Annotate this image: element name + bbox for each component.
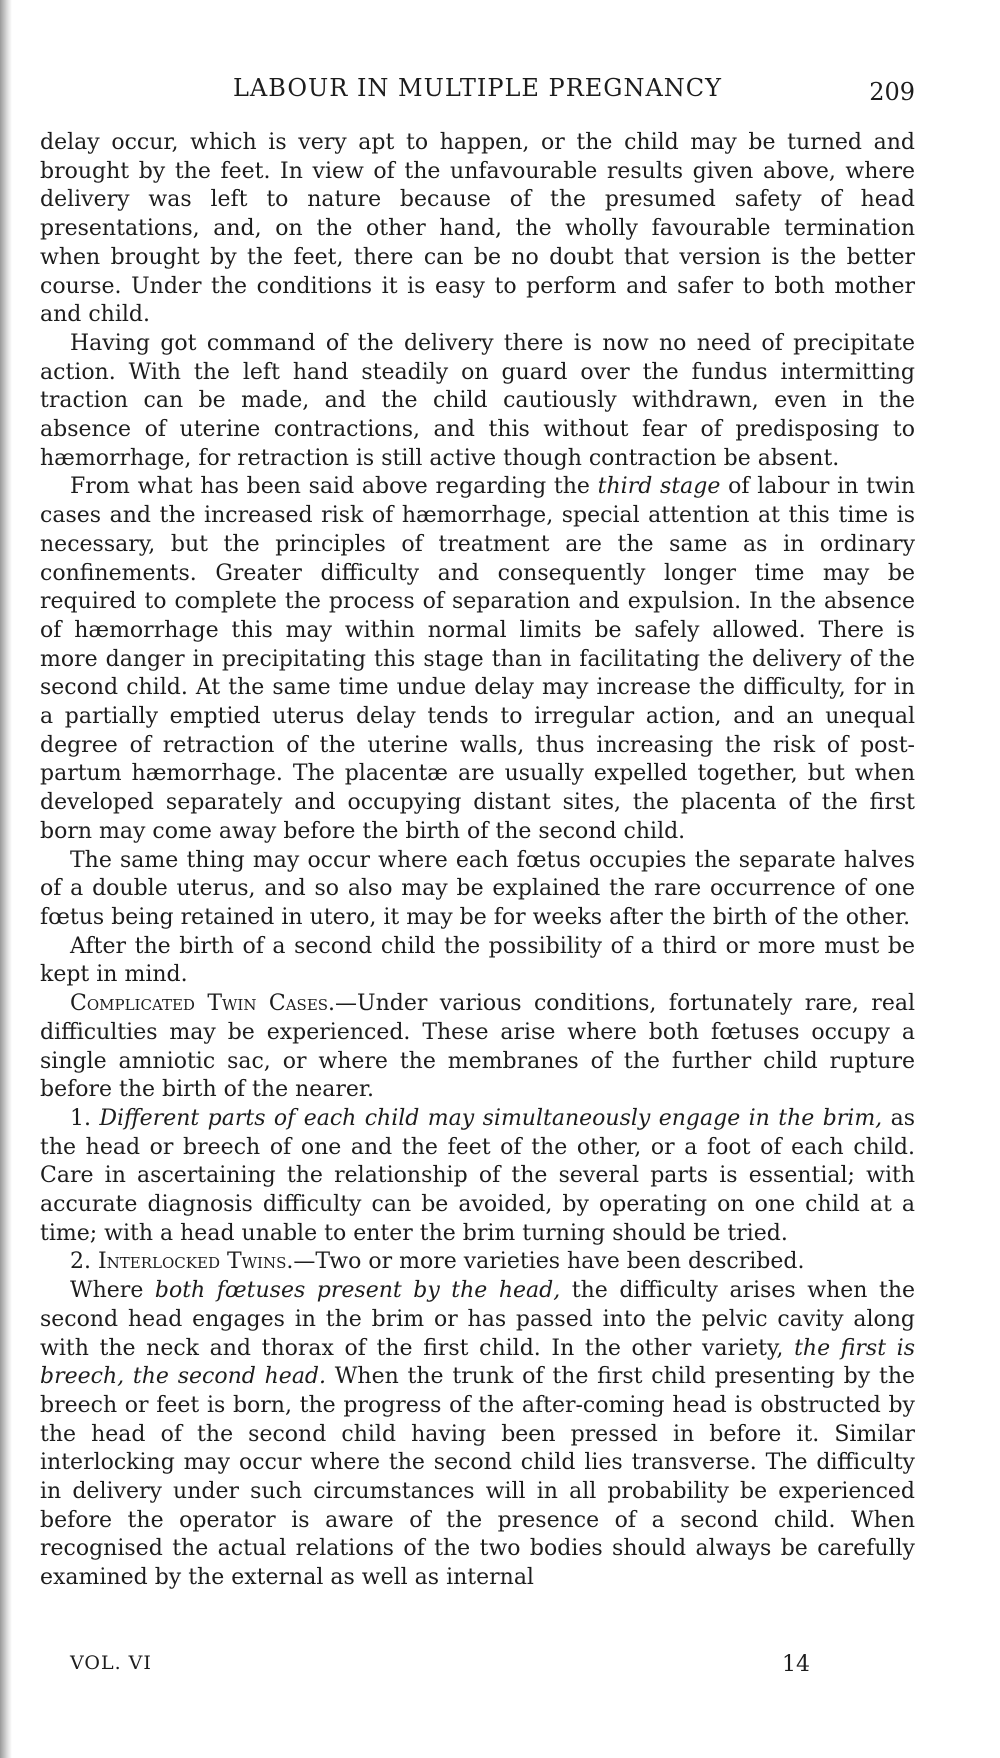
text-run: When the trunk of the first child presenting by the breech or feet is born, the progress of the after-coming head is obstructed by the head of the second child having been pressed in before it. Similar interlocking may occur where the second child lies transverse. The difficulty in delivery under such circumstances will in all probability be experienced before the operator is aware of the presence of a second child. When recognised the actual relations of the two bodies should always be carefully examined by the external as well as internal bbox=[40, 1364, 916, 1591]
text-run: delay occur, which is very apt to happen, or the child may be turned and brought by the feet. In view of the unfavourable results given above, where delivery was left to nature because of the presumed safety of head presentations, and, on the other hand, the wholly favourable termination when brought by the feet, there can be no doubt that version is the better course. Under the conditions it is easy to perform and safer to both mother and child. bbox=[40, 130, 915, 328]
paragraph bbox=[40, 1277, 915, 1593]
italic-phrase: Different parts of each child may simultaneously engage in the brim, bbox=[99, 1105, 883, 1131]
paragraph bbox=[40, 990, 915, 1105]
paragraph bbox=[40, 330, 915, 474]
text-run: Having got command of the delivery there is now no need of precipitate action. With the left hand steadily on guard over the fundus intermitting traction can be made, and the child cautiously withdrawn, even in the absence of uterine contractions, and this without fear of predisposing to hæmorrhage, for retraction is still active though contraction be absent. bbox=[40, 330, 915, 471]
paragraph bbox=[40, 1105, 915, 1249]
text-run: 1. bbox=[70, 1105, 100, 1131]
text-run: 2. bbox=[70, 1249, 98, 1275]
body-text bbox=[40, 129, 915, 1593]
paragraph bbox=[40, 473, 915, 846]
italic-phrase: the first is breech, the second head. bbox=[40, 1335, 915, 1390]
paragraph bbox=[40, 129, 915, 330]
italic-phrase: both fœtuses present by the head, bbox=[154, 1278, 561, 1304]
page-footer bbox=[40, 1652, 915, 1682]
text-run: From what has been said above regarding the bbox=[70, 474, 598, 500]
running-title: LABOUR IN MULTIPLE PREGNANCY bbox=[232, 74, 722, 102]
text-run: —Two or more varieties have been described. bbox=[293, 1249, 805, 1275]
page-header bbox=[40, 74, 915, 110]
text-run: of labour in twin cases and the increased risk of hæmorrhage, special attention at this time is necessary, but the principles of treatment are the same as in ordinary confinements. Greater difficulty and consequently longer time may be required to complete the process of separation and expulsion. In the absence of hæmorrhage this may within normal limits be safely allowed. There is more danger in precipitating this stage than in facilitating the delivery of the second child. At the same time undue delay may increase the difficulty, for in a partially emptied uterus delay tends to irregular action, and an unequal degree of retraction of the uterine walls, thus increasing the risk of post-partum hæmorrhage. The placentæ are usually expelled together, but when developed separately and occupying distant sites, the placenta of the first born may come away before the birth of the second child. bbox=[40, 474, 915, 844]
signature-mark: 14 bbox=[782, 1652, 810, 1677]
paragraph bbox=[40, 847, 915, 933]
section-heading: Complicated Twin Cases. bbox=[70, 991, 336, 1017]
section-heading: Interlocked Twins. bbox=[97, 1249, 294, 1275]
page-gutter-shadow bbox=[0, 0, 12, 1758]
text-run: as the head or breech of one and the feet of the other, or a foot of each child. Care in ascertaining the relationship of the several parts is essential; with accurate diagnosis difficulty can be avoided, by operating on one child at a time; with a head unable to enter the brim turning should be tried. bbox=[40, 1105, 916, 1246]
text-run: the difficulty arises when the second head engages in the brim or has passed into the pelvic cavity along with the neck and thorax of the first child. In the other variety, bbox=[40, 1278, 916, 1361]
page-number: 209 bbox=[869, 78, 915, 106]
text-run: After the birth of a second child the possibility of a third or more must be kept in mind. bbox=[40, 933, 915, 988]
volume-mark: VOL. VI bbox=[70, 1652, 152, 1674]
paragraph bbox=[40, 1248, 915, 1277]
italic-phrase: third stage bbox=[597, 474, 721, 500]
text-run: —Under various conditions, fortunately rare, real difficulties may be experienced. These arise where both fœtuses occupy a single amniotic sac, or where the membranes of the further child rupture before the birth of the nearer. bbox=[40, 991, 915, 1103]
paragraph bbox=[40, 933, 915, 990]
text-run: Where bbox=[70, 1278, 155, 1304]
text-run: The same thing may occur where each fœtus occupies the separate halves of a double uterus, and so also may be explained the rare occurrence of one fœtus being retained in utero, it may be for weeks after the birth of the other. bbox=[40, 847, 915, 930]
